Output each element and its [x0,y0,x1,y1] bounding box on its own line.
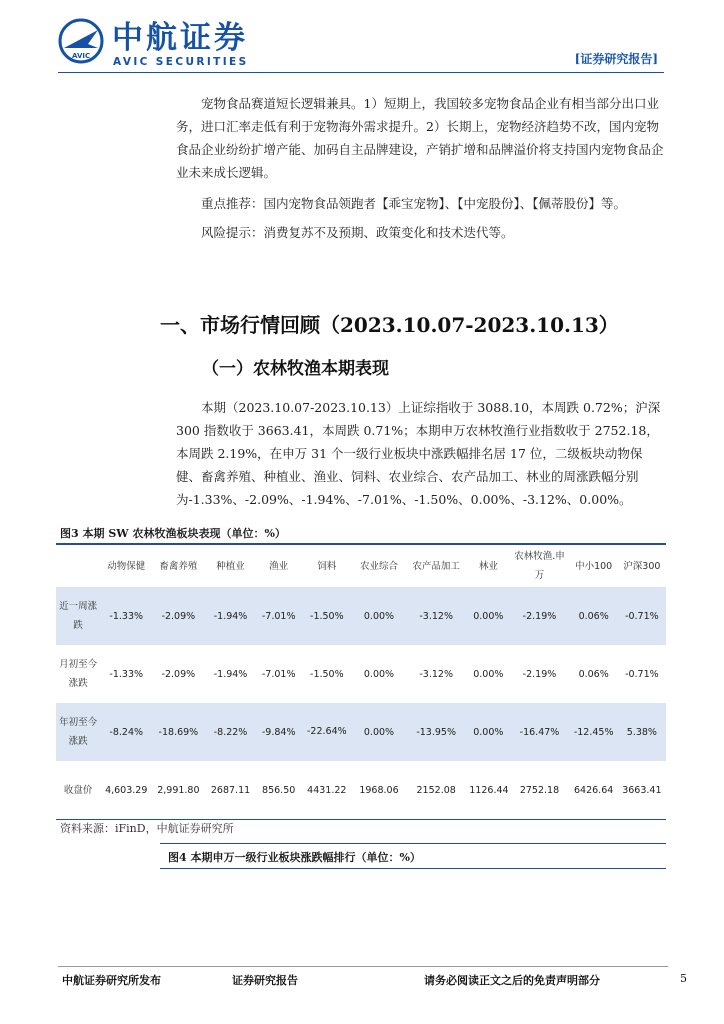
footer-divider [58,966,668,967]
footer-report-type: 证券研究报告 [232,974,298,987]
page-number: 5 [680,972,687,985]
column-header: 渔业 [269,560,289,572]
subsection-title: （一）农林牧渔本期表现 [202,359,389,379]
table-row [56,587,666,645]
column-header: 农林牧渔.申万 [514,551,565,581]
table-cell: 0.00% [467,703,509,761]
table-cell: -2.19% [509,587,569,645]
header-divider [58,72,664,73]
table-cell: 0.00% [353,587,405,645]
table-cell: 6426.64 [574,784,614,796]
row-label: 年初至今涨跌 [56,703,100,761]
table-cell: -7.01% [257,587,301,645]
intro-paragraph-1: 宠物食品赛道短长逻辑兼具。1）短期上，我国较多宠物食品企业有相当部分出口业务，进口汇率走低有利于宠物海外需求提升。2）长期上，宠物经济趋势不改，国内宠物食品企业纷纷扩增产能、加码自主品牌建设，产销扩增和品牌溢价将支持国内宠物食品企业未来成长逻辑。 [176,96,664,180]
intro-paragraph-3: 风险提示：消费复苏不及预期、政策变化和技术迭代等。 [201,225,514,240]
table-cell: 2152.08 [416,784,456,796]
logo-english: AVIC SECURITIES [113,56,249,68]
table-cell: 2752.18 [519,784,560,796]
column-header: 农产品加工 [412,560,460,572]
table-cell: -2.09% [152,587,204,645]
table-corner-cell [56,545,100,587]
avic-logo-icon [58,18,104,64]
intro-paragraph-2: 重点推荐：国内宠物食品领跑者【乖宝宠物】、【中宠股份】、【佩蒂股份】等。 [201,196,627,211]
row-label: 月初至今涨跌 [59,659,98,689]
table-cell: 4431.22 [307,784,347,796]
intro-block [176,92,666,244]
figure3-source: 资料来源：iFinD，中航证券研究所 [60,822,234,835]
table-cell: -0.71% [618,587,666,645]
table-cell: 0.00% [473,668,504,680]
table-cell: 2687.11 [210,784,251,796]
column-header: 动物保健 [107,560,146,572]
column-header: 沪深300 [623,560,661,572]
table-cell: -3.12% [405,587,467,645]
table-cell: 2,991.80 [157,784,200,796]
table-row [56,761,666,819]
section-body [176,396,666,511]
table-cell: -1.94% [213,668,248,680]
figure4-top-rule [160,843,666,844]
table-cell: -1.94% [204,587,256,645]
table-row [56,645,666,703]
table-cell: -7.01% [261,668,296,680]
table-cell: 1126.44 [469,784,509,796]
table-cell: -16.47% [509,703,569,761]
sector-performance-table [56,545,666,819]
column-header: 林业 [478,560,498,572]
table-cell: -1.50% [310,668,344,680]
figure4-caption: 图4 本期申万一级行业板块涨跌幅排行（单位：%） [168,851,421,864]
table-row [56,703,666,761]
table-cell: 0.00% [467,587,509,645]
logo-chinese: 中航证券 [112,20,248,56]
table-cell: 856.50 [262,784,296,796]
table-cell: -12.45% [570,703,618,761]
column-header: 饲料 [317,560,337,572]
table-cell: -1.33% [109,668,144,680]
row-label: 近一周涨跌 [56,587,100,645]
table-cell: 0.00% [353,703,405,761]
column-header: 农业综合 [359,560,398,572]
footer-publisher: 中航证券研究所发布 [62,974,161,987]
table-cell: -18.69% [152,703,204,761]
table-cell: -2.09% [161,668,196,680]
figure3-caption: 图3 本期 SW 农林牧渔板块表现（单位：%） [60,527,286,540]
table-cell: 0.06% [578,668,609,680]
table-cell: -8.24% [100,703,152,761]
report-type-tag: [证券研究报告] [574,52,658,66]
column-header: 中小100 [575,560,613,572]
table-cell: -1.33% [100,587,152,645]
logo-badge-text: AVIC [72,52,91,60]
table-cell: -1.50% [301,587,353,645]
table-cell: -8.22% [204,703,256,761]
row-label: 收盘价 [63,784,93,796]
table-cell: 0.00% [363,668,395,680]
column-header: 畜禽养殖 [159,560,198,572]
footer-disclaimer: 请务必阅读正文之后的免责声明部分 [424,974,600,987]
table-cell: 0.06% [570,587,618,645]
table-cell: -9.84% [257,703,301,761]
table-cell: 1968.06 [359,784,399,796]
table-cell: -22.64% [301,703,353,761]
figure3-table-wrapper [56,543,666,820]
table-cell: -0.71% [625,668,659,680]
section-title: 一、市场行情回顾（2023.10.07-2023.10.13） [160,313,619,337]
column-header: 种植业 [216,560,245,572]
table-cell: 5.38% [618,703,666,761]
page-header [0,0,724,80]
table-cell: -13.95% [405,703,467,761]
table-cell: -3.12% [419,668,453,680]
table-cell: -2.19% [522,668,557,680]
table-header-row [56,545,666,587]
table-cell: 3663.41 [622,784,662,796]
table-cell: 4,603.29 [105,784,148,796]
section-paragraph: 本期（2023.10.07-2023.10.13）上证综指收于 3088.10，本周跌 0.72%；沪深 300 指数收于 3663.41，本周跌 0.71%；本期申万农林牧渔行业指数收于 2752.18，本周跌 2.19%，在申万 31 个一级行业板块中涨跌幅排名居 17 位，二级板块动物保健、畜禽养殖、种植业、渔业、饲料、农业综合、农产品加工、林业的周涨跌幅分别为-1.33%、-2.09%、-1.94%、-7.01%、-1.50%、0.00%、-3.12%、0.00%。 [176,400,661,507]
figure4-bottom-rule [160,868,666,869]
